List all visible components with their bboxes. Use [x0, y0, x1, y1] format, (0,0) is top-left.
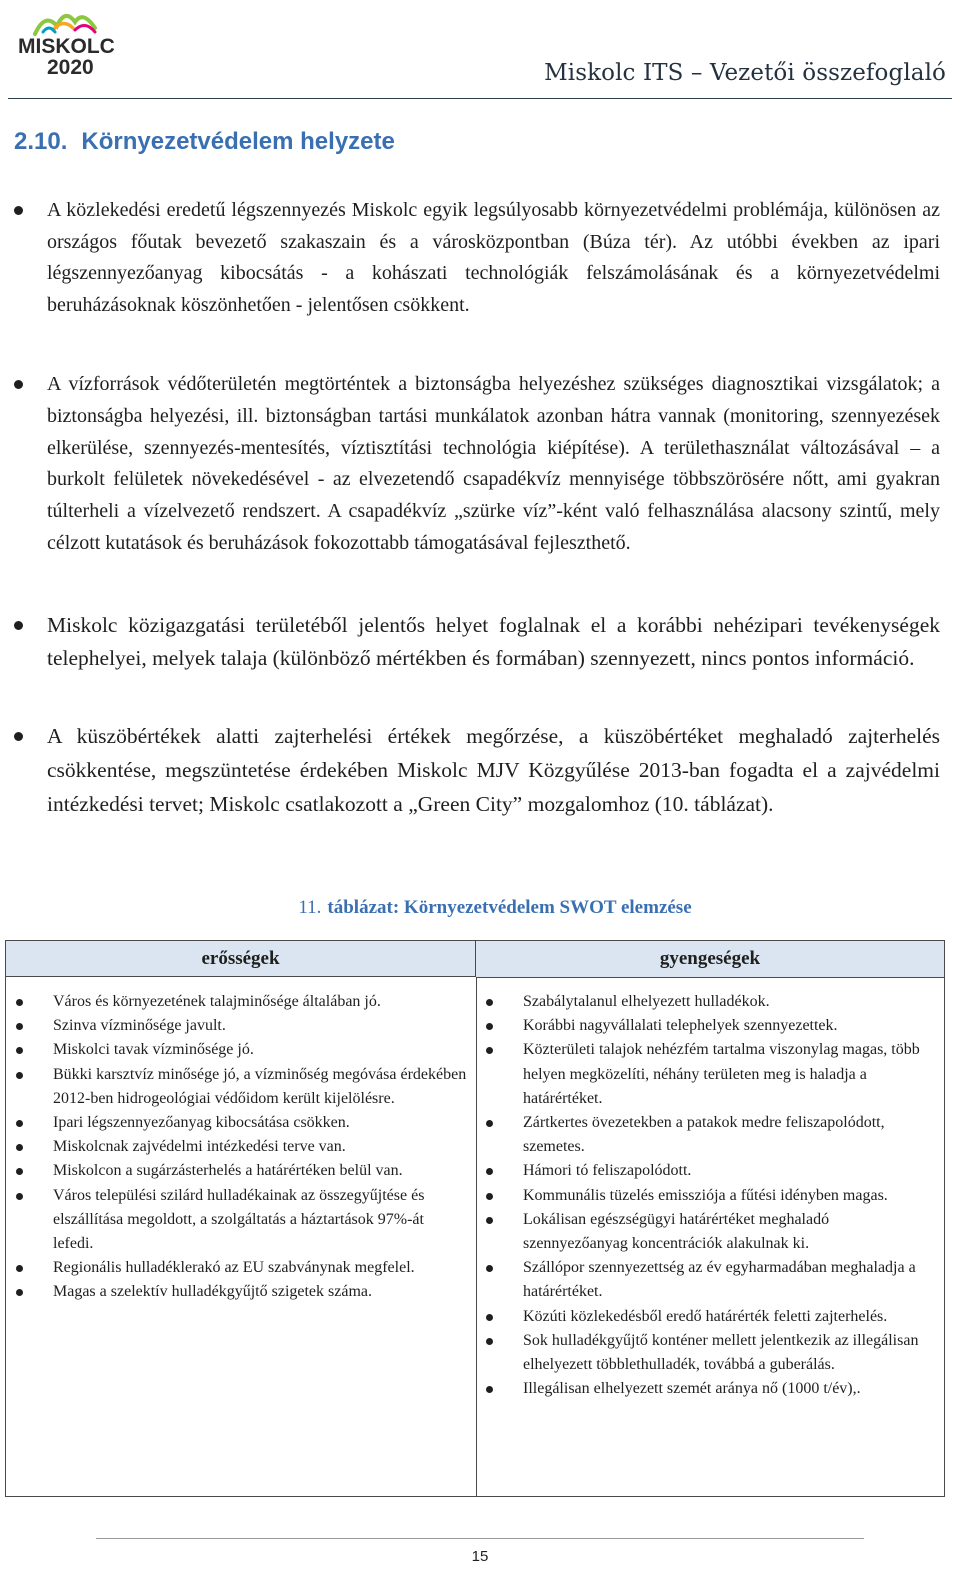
bullet-dot-icon — [14, 732, 23, 741]
bullet-dot-icon — [16, 1144, 23, 1151]
bullet-dot-icon — [486, 1193, 493, 1200]
bullet-dot-icon — [16, 1047, 23, 1054]
bullet-dot-icon — [486, 1386, 493, 1393]
bullet-dot-icon — [486, 1168, 493, 1175]
list-item-text: Város települési szilárd hulladékainak az összegyűjtése és elszállítása megoldott, a szolgáltatás a háztartások 97%-át lefedi. — [53, 1186, 425, 1253]
bullet-dot-icon — [16, 1289, 23, 1296]
bullet-dot-icon — [16, 999, 23, 1006]
bullet-dot-icon — [486, 1314, 493, 1321]
bullet-dot-icon — [486, 1338, 493, 1345]
list-item — [485, 1014, 937, 1038]
bullet-dot-icon — [486, 999, 493, 1006]
list-item-text: Regionális hulladéklerakó az EU szabványnak megfelel. — [53, 1259, 415, 1277]
list-item-text: Miskolcnak zajvédelmi intézkedési terve van. — [53, 1138, 346, 1156]
bullet-dot-icon — [486, 1120, 493, 1127]
list-item — [15, 1014, 467, 1038]
bullet-dot-icon — [16, 1168, 23, 1175]
list-item — [15, 990, 467, 1014]
svg-text:MISKOLC: MISKOLC — [18, 35, 115, 58]
list-item — [485, 1377, 937, 1401]
list-item-text: Szabálytalanul elhelyezett hulladékok. — [523, 993, 770, 1010]
weaknesses-list — [485, 990, 937, 1401]
list-item — [15, 1135, 467, 1159]
section-heading — [14, 128, 395, 156]
bullet-dot-icon — [486, 1217, 493, 1224]
bullet-dot-icon — [16, 1023, 23, 1030]
svg-text:2020: 2020 — [47, 56, 94, 76]
list-item-text: Ipari légszennyezőanyag kibocsátása csökken. — [53, 1114, 350, 1132]
page-number: 15 — [471, 1548, 489, 1565]
list-item-text: Szinva vízminősége javult. — [53, 1017, 226, 1035]
list-item — [15, 1111, 467, 1135]
list-item-text: Miskolcon a sugárzásterhelés a határértéken belül van. — [53, 1162, 403, 1180]
list-item — [485, 1111, 937, 1159]
list-item-text: Lokálisan egészségügyi határértéket meghaladó szennyezőanyag koncentrációk alakulnak ki. — [523, 1210, 830, 1253]
list-item-text: Korábbi nagyvállalati telephelyek szennyezettek. — [523, 1017, 838, 1035]
list-item-text: Város és környezetének talajminősége általában jó. — [53, 993, 381, 1010]
bullet-dot-icon — [486, 1023, 493, 1030]
list-item — [485, 1038, 937, 1111]
bullet-dot-icon — [486, 1265, 493, 1272]
list-item — [15, 1280, 467, 1304]
list-item-text: Hámori tó feliszapolódott. — [523, 1162, 692, 1180]
strengths-list — [15, 990, 467, 1305]
list-item — [485, 1159, 937, 1183]
bullet-paragraph — [14, 719, 940, 821]
list-item-text: Szállópor szennyezettség az év egyharmadában meghaladja a határértéket. — [523, 1259, 916, 1301]
list-item — [15, 1256, 467, 1280]
list-item-text: Zártkertes övezetekben a patakok medre feliszapolódott, szemetes. — [523, 1114, 885, 1156]
list-item-text: Közterületi talajok nehézfém tartalma viszonylag magas, több helyen megközelíti, néhány területen meg is haladja a határértéket. — [523, 1041, 920, 1107]
paragraph-text: A küszöbértékek alatti zajterhelési értékek megőrzése, a küszöbértéket meghaladó zajterhelés csökkentése, megszüntetése érdekében Miskolc MJV Közgyűlése 2013-ban fogadta el a zajvédelmi intézkedési tervet; Miskolc csatlakozott a „Green City” mozgalomhoz (10. táblázat). — [47, 724, 940, 816]
list-item — [15, 1038, 467, 1062]
bullet-dot-icon — [14, 380, 23, 389]
section-title: Környezetvédelem helyzete — [81, 128, 395, 155]
bullet-dot-icon — [16, 1120, 23, 1127]
list-item-text: Illegálisan elhelyezett szemét aránya nő (1000 t/év),. — [523, 1380, 861, 1398]
list-item — [15, 1159, 467, 1183]
swot-table — [5, 940, 945, 1497]
weaknesses-header: gyengeségek — [476, 941, 944, 978]
list-item-text: Bükki karsztvíz minősége jó, a vízminőség megóvása érdekében 2012-ben hidrogeológiai védőidom került kijelölésre. — [53, 1065, 467, 1107]
list-item — [485, 1256, 937, 1304]
list-item — [485, 1184, 937, 1208]
list-item-text: Miskolci tavak vízminősége jó. — [53, 1041, 254, 1059]
bullet-paragraph — [14, 369, 940, 560]
paragraph-text: Miskolc közigazgatási területéből jelentős helyet foglalnak el a korábbi nehézipari tevékenységek telephelyei, melyek talaja (különböző mértékben és formában) szennyezett, nincs pontos információ. — [47, 613, 940, 670]
bullet-dot-icon — [14, 206, 23, 215]
column-divider — [476, 977, 477, 1496]
list-item — [485, 1305, 937, 1329]
table-caption — [0, 897, 960, 919]
list-item — [485, 990, 937, 1014]
bullet-dot-icon — [16, 1193, 23, 1200]
list-item-text: Sok hulladékgyűjtő konténer mellett jelentkezik az illegálisan elhelyezett többlethulladék, továbbá a guberálás. — [523, 1331, 919, 1374]
paragraph-text: A vízforrások védőterületén megtörténtek a biztonságba helyezéshez szükséges diagnosztikai vizsgálatok; a biztonságba helyezési, ill. biztonságban tartási munkálatok azonban hátra vannak (monitoring, szennyezések elkerülése, szennyezés-mentesítés, víztisztítási technológia kiépítése). A területhasználat változásával – a burkolt felületek növekedésével - az elvezetendő csapadékvíz mennyisége többszörösére nőtt, ami gyakran túlterheli a vízelvezető rendszert. A csapadékvíz „szürke víz”-ként való felhasználása alacsony szintű, mely célzott kutatások és beruházások fokozottabb támogatásával fejleszthető. — [47, 373, 940, 554]
bullet-dot-icon — [486, 1047, 493, 1054]
list-item-text: Magas a szelektív hulladékgyűjtő szigetek száma. — [53, 1283, 373, 1301]
list-item — [15, 1184, 467, 1257]
header-divider — [8, 98, 952, 99]
bullet-dot-icon — [16, 1265, 23, 1272]
list-item — [485, 1329, 937, 1377]
list-item-text: Közúti közlekedésből eredő határérték feletti zajterhelés. — [523, 1307, 888, 1325]
list-item-text: Kommunális tüzelés emissziója a fűtési idényben magas. — [523, 1186, 888, 1204]
paragraph-text: A közlekedési eredetű légszennyezés Miskolc egyik legsúlyosabb környezetvédelmi problémája, különösen az országos főutak bevezető szakaszain és a városközpontban (Búza tér). Az utóbbi években az ipari légszennyezőanyag kibocsátás - a kohászati technológiák felszámolásának és a környezetvédelmi beruházásoknak köszönhetően - jelentősen csökkent. — [47, 199, 940, 316]
list-item — [485, 1208, 937, 1256]
bullet-dot-icon — [14, 621, 23, 630]
section-number: 2.10. — [14, 128, 68, 155]
table-caption-number: 11. — [298, 897, 322, 918]
running-header-title: Miskolc ITS – Vezetői összefoglaló — [544, 60, 946, 86]
strengths-header: erősségek — [6, 941, 476, 977]
bullet-dot-icon — [16, 1072, 23, 1079]
miskolc-2020-logo — [15, 4, 125, 76]
table-caption-text: táblázat: Környezetvédelem SWOT elemzése — [327, 897, 692, 918]
list-item — [15, 1063, 467, 1111]
footer-divider — [96, 1538, 864, 1539]
bullet-paragraph — [14, 195, 940, 321]
bullet-paragraph — [14, 609, 940, 675]
